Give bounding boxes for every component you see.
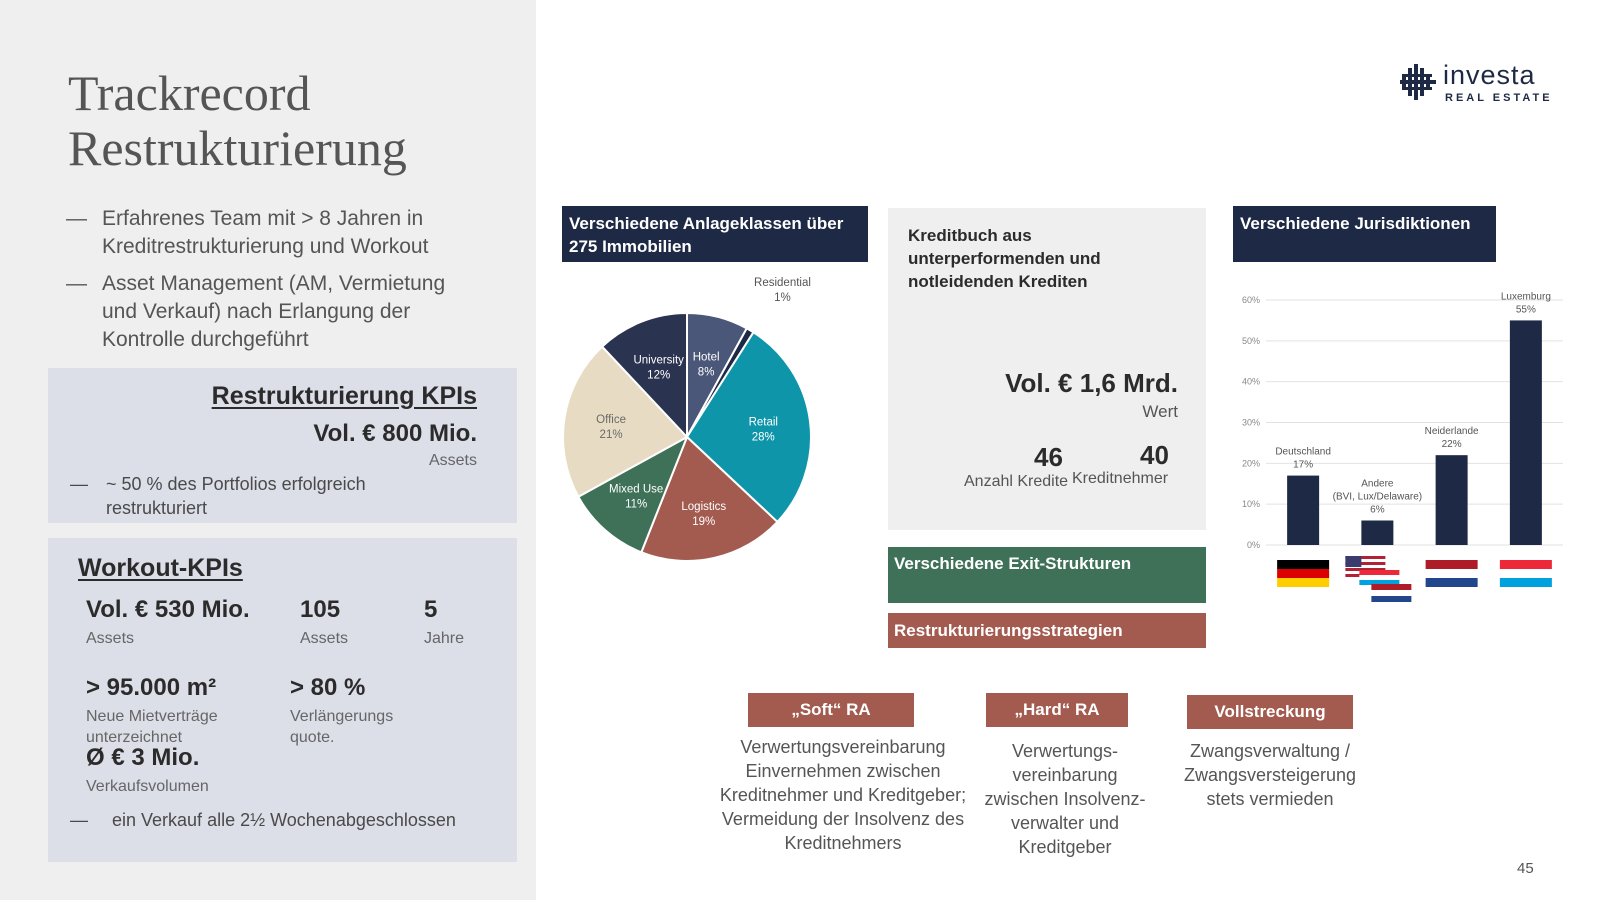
soft-ra-description: Verwertungsvereinbarung Einvernehmen zwischen Kreditnehmer und Kreditgeber; Vermeidung der Insolvenz des Kreditnehmers	[719, 737, 967, 853]
workout-kpi-box	[48, 538, 517, 862]
y-tick-label: 30%	[1241, 417, 1260, 428]
bar-3	[1510, 320, 1542, 545]
borrower-count: 40	[1140, 440, 1169, 470]
pie-value-label: 19%	[692, 516, 716, 529]
pie-label: Logistics	[681, 501, 727, 514]
bar-value-label: 55%	[1515, 304, 1536, 316]
pie-label: Residential	[754, 276, 811, 289]
other-jurisdictions-flags-icon	[1345, 556, 1411, 602]
asset-class-pie-chart	[560, 276, 860, 590]
bar-category-label: Andere	[1361, 478, 1394, 490]
bar-category-label: Deutschland	[1275, 446, 1331, 458]
bar-category-label: (BVI, Lux/Delaware)	[1332, 491, 1423, 503]
bar-0	[1287, 476, 1319, 545]
pie-value-label: 12%	[647, 369, 671, 382]
pie-value-label: 11%	[625, 498, 648, 511]
workout-extension: > 80 %	[290, 674, 366, 701]
workout-average: Ø € 3 Mio.	[86, 744, 200, 771]
bullet-dash: —	[66, 207, 87, 230]
germany-flag-icon	[1277, 560, 1329, 587]
pie-label: University	[633, 354, 684, 367]
workout-assets-label: Assets	[300, 630, 349, 647]
bullet-dash: —	[66, 272, 87, 295]
workout-area-label: Neue Mietverträge unterzeichnet	[86, 708, 218, 746]
workout-average-label: Verkaufsvolumen	[86, 778, 209, 795]
enforcement-tag: Vollstreckung	[1187, 695, 1353, 729]
jurisdictions-bar-chart	[1218, 290, 1578, 610]
bar-value-label: 6%	[1370, 504, 1385, 516]
restructuring-note: ~ 50 % des Portfolios erfolgreich restrukturiert	[106, 474, 366, 518]
loan-count-label: Anzahl Kredite	[964, 473, 1069, 490]
enforcement-description: Zwangsverwaltung / Zwangsversteigerung stets vermieden	[1183, 741, 1357, 809]
workout-volume: Vol. € 530 Mio.	[86, 596, 250, 623]
pie-value-label: 28%	[751, 431, 775, 444]
y-tick-label: 60%	[1241, 295, 1260, 305]
note-dash: —	[70, 810, 88, 830]
restructuring-volume-label: Assets	[428, 452, 477, 469]
credit-book-box	[888, 208, 1206, 530]
hard-ra-description: Verwertungs-vereinbarung zwischen Insolvenz-verwalter und Kreditgeber	[984, 741, 1146, 857]
restructuring-volume: Vol. € 800 Mio.	[313, 420, 477, 447]
workout-volume-label: Assets	[86, 630, 135, 647]
loan-count: 46	[1034, 442, 1063, 472]
page-number: 45	[1517, 860, 1534, 877]
note-dash: —	[70, 474, 88, 494]
bullet-item	[66, 205, 486, 261]
borrower-count-label: Kreditnehmer	[1072, 470, 1169, 487]
pie-label: Mixed Use	[608, 483, 664, 496]
bar-value-label: 22%	[1441, 439, 1462, 451]
pie-label: Office	[596, 413, 626, 426]
workout-years-label: Jahre	[424, 630, 465, 647]
asset-classes-header: Verschiedene Anlageklassen über 275 Immobilien	[562, 206, 868, 262]
title-line-1: Trackrecord	[68, 65, 311, 121]
workout-assets: 105	[300, 596, 341, 623]
netherlands-flag-icon	[1426, 560, 1478, 587]
workout-area: > 95.000 m²	[86, 674, 217, 701]
hard-ra-tag: „Hard“ RA	[986, 693, 1128, 727]
bar-category-label: Luxemburg	[1500, 291, 1551, 303]
pie-value-label: 1%	[774, 291, 791, 304]
soft-ra-tag: „Soft“ RA	[748, 693, 914, 727]
credit-book-header: Kreditbuch aus unterperformenden und notleidenden Krediten	[908, 226, 1101, 291]
restructuring-strategies-label: Restrukturierungsstrategien	[888, 613, 1206, 648]
y-tick-label: 50%	[1241, 335, 1260, 346]
restructuring-kpi-box	[48, 368, 517, 523]
bar-value-label: 17%	[1293, 459, 1314, 471]
bar-category-label: Neiderlande	[1424, 426, 1479, 438]
workout-kpi-title: Workout-KPIs	[78, 554, 243, 582]
y-tick-label: 40%	[1241, 376, 1260, 387]
investa-logo-icon	[1398, 62, 1438, 102]
y-tick-label: 10%	[1241, 499, 1260, 510]
jurisdictions-header: Verschiedene Jurisdiktionen	[1233, 206, 1496, 262]
page-title	[68, 66, 508, 176]
luxembourg-flag-icon	[1500, 560, 1552, 587]
bullet-item	[66, 270, 486, 354]
exit-structures-label: Verschiedene Exit-Strukturen	[888, 547, 1206, 603]
bullet-text: Asset Management (AM, Vermietung und Verkauf) nach Erlangung der Kontrolle durchgeführt	[102, 272, 446, 351]
pie-value-label: 21%	[599, 428, 623, 441]
pie-label: Retail	[748, 416, 778, 429]
bar-2	[1436, 455, 1468, 545]
title-line-2: Restrukturierung	[68, 120, 407, 176]
workout-note: ein Verkauf alle 2½ Wochenabgeschlossen	[112, 810, 456, 830]
logo-name: investa	[1443, 60, 1536, 90]
restructuring-kpi-title: Restrukturierung KPIs	[211, 382, 477, 410]
workout-years: 5	[424, 596, 438, 623]
credit-volume-label: Wert	[1142, 402, 1178, 421]
y-tick-label: 0%	[1246, 540, 1260, 550]
pie-label: Hotel	[692, 351, 720, 364]
bar-1	[1361, 521, 1393, 546]
pie-value-label: 8%	[697, 366, 715, 379]
y-tick-label: 20%	[1241, 458, 1260, 469]
bullet-text: Erfahrenes Team mit > 8 Jahren in Kreditrestrukturierung und Workout	[102, 207, 429, 258]
logo-subtitle: REAL ESTATE	[1445, 92, 1553, 104]
credit-volume: Vol. € 1,6 Mrd.	[1005, 368, 1178, 398]
workout-extension-label: Verlängerungs quote.	[290, 708, 394, 746]
